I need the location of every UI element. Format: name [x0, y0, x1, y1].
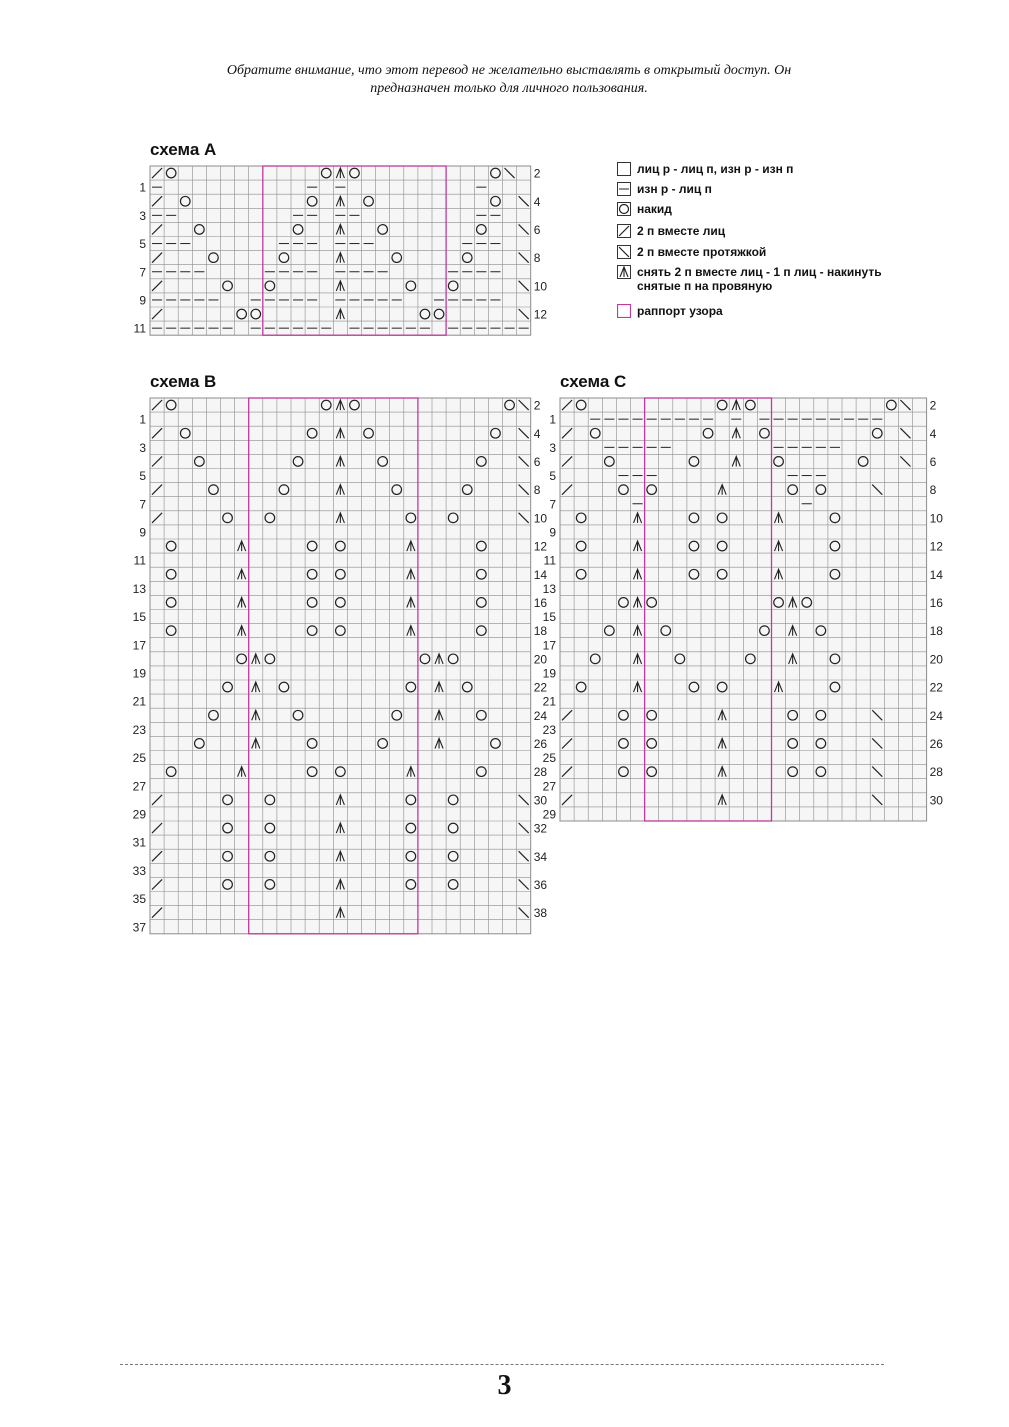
row-number-left: 23 [132, 722, 146, 737]
row-number-left: 37 [132, 920, 146, 935]
row-number-left: 11 [543, 553, 556, 568]
notice [60, 62, 958, 98]
row-number-left: 3 [139, 440, 146, 455]
row-number-left: 13 [542, 581, 556, 596]
legend-label-knit: лиц р - лиц п, изн р - изн п [637, 162, 794, 176]
row-number-left: 19 [132, 666, 146, 681]
row-number-right: 30 [533, 793, 548, 808]
row-number-right: 30 [929, 793, 943, 808]
row-number-right: 2 [533, 398, 541, 413]
row-number-left: 7 [139, 497, 146, 512]
ssk-icon [617, 245, 631, 259]
knit-icon [617, 162, 631, 176]
row-number-left: 5 [549, 469, 556, 484]
row-number-right: 24 [929, 708, 943, 723]
row-number-left: 15 [542, 610, 556, 625]
row-number-right: 4 [533, 426, 541, 441]
row-number-left: 27 [132, 779, 146, 794]
row-number-left: 3 [549, 440, 556, 455]
row-number-left: 23 [542, 722, 556, 737]
purl-icon [617, 182, 631, 196]
row-number-right: 22 [929, 680, 943, 695]
row-number-left: 1 [549, 412, 556, 427]
row-number-right: 2 [929, 398, 937, 413]
row-number-left: 1 [139, 412, 146, 427]
row-number-right: 22 [533, 680, 548, 695]
row-number-right: 14 [929, 567, 943, 582]
row-number-left: 11 [133, 321, 146, 336]
chart-b [120, 390, 561, 942]
row-number-left: 11 [133, 553, 146, 568]
row-number-right: 18 [533, 624, 548, 639]
row-number-left: 25 [542, 751, 556, 766]
row-number-left: 5 [139, 237, 146, 252]
row-number-right: 28 [533, 765, 548, 780]
row-number-right: 18 [929, 624, 943, 639]
legend-label-yarn-over: накид [637, 202, 672, 216]
legend-label-ssk: 2 п вместе протяжкой [637, 245, 767, 259]
chart-a [120, 160, 561, 343]
row-number-right: 12 [929, 539, 943, 554]
row-number-left: 1 [139, 180, 146, 195]
row-number-left: 29 [132, 807, 146, 822]
row-number-left: 21 [132, 694, 146, 709]
row-number-left: 17 [542, 638, 556, 653]
row-number-left: 5 [139, 469, 146, 484]
legend-item-central-double-decrease [617, 265, 887, 293]
row-number-left: 15 [132, 610, 146, 625]
chart-c-title: схема С [560, 372, 627, 391]
row-number-right: 16 [533, 595, 548, 610]
row-number-left: 35 [132, 892, 146, 907]
row-number-right: 26 [929, 736, 943, 751]
legend-item-ssk [617, 245, 887, 259]
row-number-right: 10 [533, 511, 548, 526]
page-number: 3 [497, 1370, 512, 1401]
chart-b-title: схема В [150, 372, 217, 391]
row-number-right: 28 [929, 765, 943, 780]
legend-label-purl: изн р - лиц п [637, 182, 712, 196]
legend-label-k2tog: 2 п вместе лиц [637, 224, 726, 238]
notice-line-1: Обратите внимание, что этот перевод не желательно выставлять в открытый доступ. Он [226, 63, 792, 78]
row-number-right: 14 [533, 567, 548, 582]
row-number-left: 13 [132, 581, 146, 596]
row-number-right: 36 [533, 877, 548, 892]
row-number-left: 7 [139, 265, 146, 280]
row-number-right: 24 [533, 708, 548, 723]
notice-line-2: предназначен только для личного пользования. [370, 81, 648, 96]
legend-item-knit [617, 162, 887, 176]
legend-item-k2tog [617, 224, 887, 238]
chart-c [530, 390, 957, 829]
row-number-left: 9 [139, 525, 146, 540]
row-number-right: 4 [929, 426, 937, 441]
legend-item-pattern-repeat [617, 304, 887, 318]
central-double-decrease-icon [617, 265, 631, 279]
k2tog-icon [617, 224, 631, 238]
row-number-right: 32 [533, 821, 548, 836]
row-number-right: 8 [533, 483, 541, 498]
pattern-repeat-icon [617, 304, 631, 318]
row-number-right: 34 [533, 849, 548, 864]
row-number-left: 31 [132, 835, 146, 850]
row-number-right: 8 [533, 251, 541, 266]
row-number-right: 6 [533, 222, 541, 237]
legend [617, 162, 887, 318]
row-number-right: 26 [533, 736, 548, 751]
row-number-right: 38 [533, 906, 548, 921]
row-number-right: 4 [533, 194, 541, 209]
row-number-left: 9 [139, 293, 146, 308]
row-number-right: 10 [533, 279, 548, 294]
row-number-left: 9 [549, 525, 556, 540]
row-number-right: 10 [929, 511, 943, 526]
row-number-right: 12 [533, 307, 548, 322]
legend-label-pattern-repeat: раппорт узора [637, 304, 723, 318]
chart-a-title: схема А [150, 140, 217, 159]
row-number-right: 16 [929, 595, 943, 610]
row-number-left: 25 [132, 751, 146, 766]
row-number-left: 29 [542, 807, 556, 822]
row-number-left: 33 [132, 863, 146, 878]
row-number-right: 6 [533, 454, 541, 469]
legend-label-central-double-decrease: снять 2 п вместе лиц - 1 п лиц - накинуть снятые п на провяную [637, 265, 882, 293]
row-number-left: 7 [549, 497, 556, 512]
row-number-right: 6 [929, 454, 937, 469]
footer-rule [120, 1364, 884, 1365]
row-number-right: 20 [533, 652, 548, 667]
row-number-left: 3 [139, 208, 146, 223]
row-number-right: 2 [533, 166, 541, 181]
row-number-left: 27 [542, 779, 556, 794]
row-number-left: 21 [542, 694, 556, 709]
legend-item-yarn-over [617, 202, 887, 216]
legend-item-purl [617, 182, 887, 196]
row-number-right: 20 [929, 652, 943, 667]
row-number-left: 17 [132, 638, 146, 653]
chart-c-grid [560, 398, 927, 821]
row-number-right: 8 [929, 483, 937, 498]
row-number-right: 12 [533, 539, 548, 554]
row-number-left: 19 [542, 666, 556, 681]
yarn-over-icon [617, 202, 631, 216]
